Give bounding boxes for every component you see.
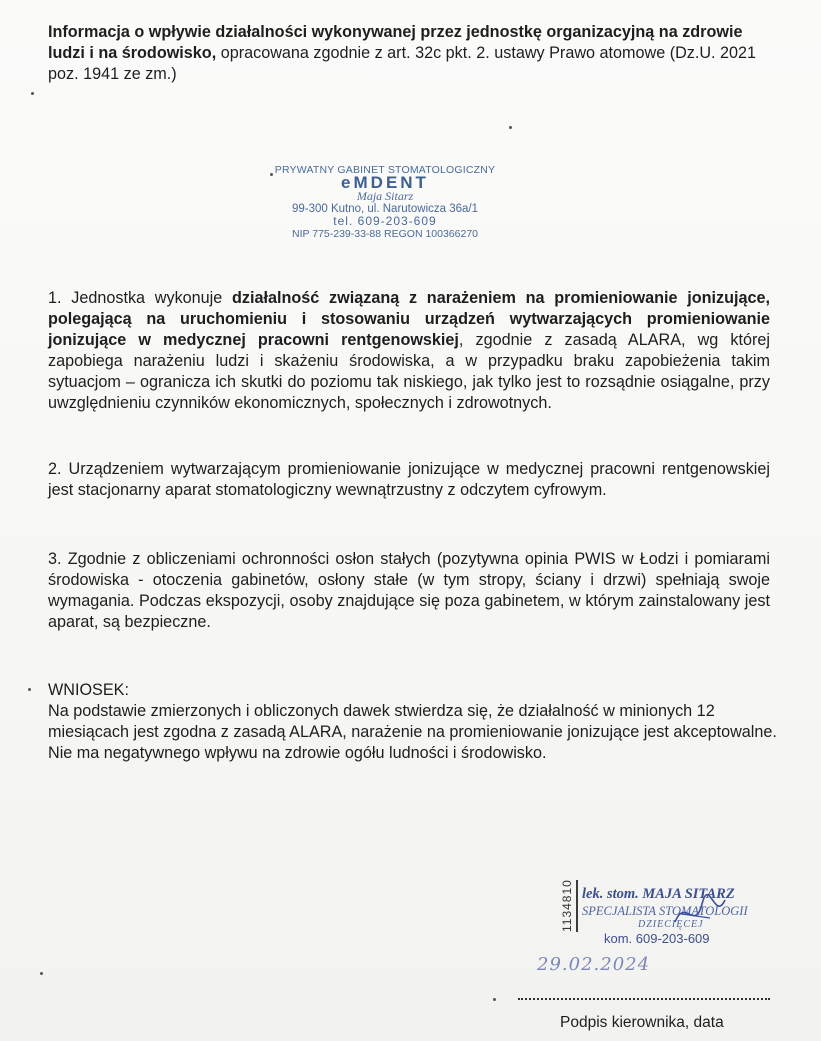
- stamp-line-address: 99-300 Kutno, ul. Narutowicza 36a/1: [291, 203, 479, 215]
- stamp-license-number: 1134810: [560, 879, 574, 932]
- paragraph-2: 2. Urządzeniem wytwarzającym promieniowanie jonizujące w medycznej pracowni rentgenowskiej jest stacjonarny aparat stomatologiczny wewnątrzustny z odczytem cyfrowym.: [48, 460, 770, 499]
- company-stamp: [272, 164, 498, 240]
- scan-speck: [40, 972, 43, 975]
- stamp-specialty: SPECJALISTA STOMATOLOGII: [582, 904, 748, 918]
- signature-stamp: [560, 872, 820, 952]
- paragraph-1-c: , zgodnie z zasadą ALARA, wg której zapobiega narażeniu ludzi i skażeniu środowiska, a w przypadku braku zapobieżenia takim sytuacjom – ogranicza ich skutki do poziomu tak niskiego, jak tylko jest to rozsądnie osiągalne, przy uwzględnieniu czynników ekonomicznych, społecznych i zdrowotnych.: [48, 331, 770, 412]
- stamp-line-phone: tel. 609-203-609: [333, 214, 437, 228]
- signature-scribble: [670, 892, 730, 932]
- signature-line: [518, 998, 770, 1000]
- scan-speck: [28, 688, 31, 691]
- scan-speck: [31, 92, 34, 95]
- paragraph-1: [48, 288, 770, 414]
- stamp-line-brand: eMDENT: [341, 173, 429, 192]
- scan-speck: [493, 998, 496, 1001]
- scan-speck: [509, 126, 512, 129]
- stamp-line-clinic: PRYWATNY GABINET STOMATOLOGICZNY: [274, 164, 496, 176]
- signature-label: Podpis kierownika, data: [560, 1014, 724, 1031]
- scan-speck: [270, 173, 273, 176]
- stamp-line-ids: NIP 775-239-33-88 REGON 100366270: [291, 228, 478, 240]
- stamp-doctor-name: lek. stom. MAJA SITARZ: [582, 886, 735, 902]
- stamp-specialty-2: DZIECIĘCEJ: [638, 919, 704, 930]
- paragraph-1-bold: działalność związaną z narażeniem na promieniowanie jonizujące, polegającą na uruchomieniu i stosowaniu urządzeń wytwarzających promieniowanie jonizujące w medycznej pracowni rentgenowskiej: [48, 289, 770, 349]
- heading-bold: Informacja o wpływie działalności wykonywanej przez jednostkę organizacyjną na zdrowie ludzi i na środowisko,: [48, 23, 743, 62]
- stamp-divider: [576, 880, 578, 932]
- paragraph-1-a: 1. Jednostka wykonuje: [48, 289, 233, 307]
- stamp-phone: kom. 609-203-609: [604, 931, 710, 946]
- conclusion-text-1: Na podstawie zmierzonych i obliczonych dawek stwierdza się, że działalność w minionych 12 miesiącach jest zgodna z zasadą ALARA, narażenie na promieniowanie jonizujące jest akceptowalne.: [48, 702, 777, 741]
- conclusion-title: WNIOSEK:: [48, 681, 129, 699]
- stamp-line-name: Maja Sitarz: [356, 189, 414, 203]
- heading-rest: opracowana zgodnie z art. 32c pkt. 2. ustawy Prawo atomowe (Dz.U. 2021 poz. 1941 ze zm.): [48, 44, 757, 83]
- conclusion: [48, 680, 788, 764]
- conclusion-text-2: Nie ma negatywnego wpływu na zdrowie ogółu ludności i środowisko.: [48, 744, 547, 762]
- document-heading: [48, 22, 783, 85]
- paragraph-3: 3. Zgodnie z obliczeniami ochronności osłon stałych (pozytywna opinia PWIS w Łodzi i pomiarami środowiska - otoczenia gabinetów, osłony stałe (w tym stropy, ściany i drzwi) spełniają swoje wymagania. Podczas ekspozycji, osoby znajdujące się poza gabinetem, w którym zainstalowany jest aparat, są bezpieczne.: [48, 550, 770, 631]
- handwritten-date: 29.02.2024: [537, 954, 651, 975]
